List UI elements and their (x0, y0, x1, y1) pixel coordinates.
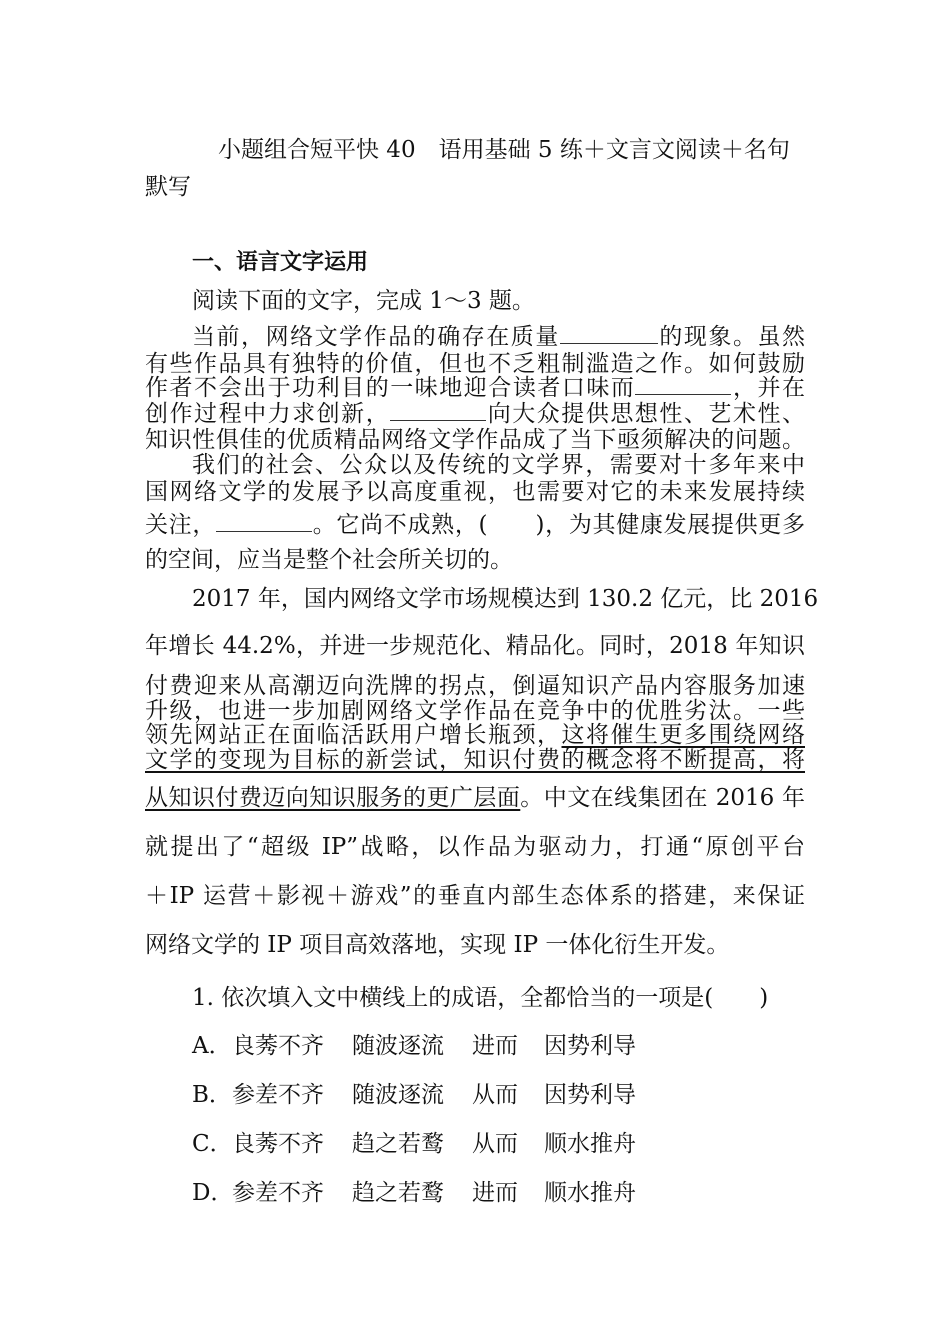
passage-text: 。中文在线集团在 2016 年 (520, 785, 806, 811)
passage-p3-line-2: 年增长 44.2%，并进一步规范化、精品化。同时，2018 年知识 (145, 633, 805, 659)
passage-p3-line-5 (145, 721, 805, 749)
passage-p3-line-10: 网络文学的 IP 项目高效落地，实现 IP 一体化衍生开发。 (145, 932, 730, 958)
fill-blank-1 (560, 325, 658, 344)
passage-p1-line-3 (145, 374, 805, 402)
option-letter: D． (192, 1180, 234, 1206)
fill-blank-4 (216, 513, 312, 532)
passage-text: 关注， (145, 512, 217, 538)
option-word: 进而 (472, 1033, 518, 1059)
option-c (192, 1130, 636, 1158)
option-word: 因势利导 (544, 1033, 636, 1059)
passage-p3-line-1: 2017 年，国内网络文学市场规模达到 130.2 亿元，比 2016 (192, 586, 819, 612)
option-word: 趋之若鹜 (352, 1180, 444, 1206)
document-title-line-1: 小题组合短平快 40 语用基础 5 练＋文言文阅读＋名句 (218, 137, 790, 163)
passage-p2-line-2: 国网络文学的发展予以高度重视，也需要对它的未来发展持续 (145, 479, 805, 505)
option-word: 因势利导 (544, 1082, 636, 1108)
passage-p1-line-2: 有些作品具有独特的价值，但也不乏粗制滥造之作。如何鼓励 (145, 351, 805, 377)
passage-p2-line-3 (145, 511, 805, 539)
option-word: 随波逐流 (352, 1082, 444, 1108)
option-b (192, 1081, 636, 1109)
underlined-sentence-line-2: 文学的变现为目标的新尝试，知识付费的概念将不断提高，将 (145, 747, 805, 773)
passage-text: 向大众提供思想性、艺术性、 (486, 401, 806, 427)
passage-p1-line-1 (192, 323, 805, 351)
passage-text: 作者不会出于功利目的一味地迎合读者口味而 (145, 375, 636, 401)
option-word: 趋之若鹜 (352, 1131, 444, 1157)
passage-text: ，并在 (731, 375, 806, 401)
option-word: 随波逐流 (352, 1033, 444, 1059)
option-word: 从而 (472, 1131, 518, 1157)
option-d (192, 1179, 636, 1207)
underlined-sentence: 这将催生更多围绕网络 (561, 722, 805, 748)
passage-p1-line-4 (145, 400, 805, 428)
option-word: 参差不齐 (232, 1082, 324, 1108)
passage-text: 领先网站正在面临活跃用户增长瓶颈， (145, 722, 562, 748)
section-instruction: 阅读下面的文字，完成 1～3 题。 (192, 288, 535, 314)
passage-p3-line-4: 升级，也进一步加剧网络文学作品在竞争中的优胜劣汰。一些 (145, 698, 805, 724)
option-word: 顺水推舟 (544, 1131, 636, 1157)
option-word: 良莠不齐 (232, 1131, 324, 1157)
fill-blank-3 (390, 402, 486, 421)
option-word: 良莠不齐 (232, 1033, 324, 1059)
passage-text: 当前，网络文学作品的确存在质量 (192, 324, 560, 350)
passage-p3-line-3: 付费迎来从高潮迈向洗牌的拐点，倒逼知识产品内容服务加速 (145, 673, 805, 699)
option-word: 参差不齐 (232, 1180, 324, 1206)
underlined-sentence-line-3: 从知识付费迈向知识服务的更广层面 (145, 785, 521, 811)
option-letter: B． (192, 1082, 232, 1108)
question-stem: 1. 依次填入文中横线上的成语，全都恰当的一项是( ) (192, 985, 769, 1011)
option-word: 顺水推舟 (544, 1180, 636, 1206)
passage-p3-line-9: ＋IP 运营＋影视＋游戏”的垂直内部生态体系的搭建，来保证 (145, 883, 805, 909)
passage-p1-line-5: 知识性俱佳的优质精品网络文学作品成了当下亟须解决的问题。 (145, 427, 805, 453)
section-heading: 一、语言文字运用 (192, 250, 369, 275)
passage-p2-line-1: 我们的社会、公众以及传统的文学界，需要对十多年来中 (192, 452, 805, 478)
option-letter: C． (192, 1131, 233, 1157)
option-word: 从而 (472, 1082, 518, 1108)
passage-p3-line-7 (145, 784, 805, 812)
fill-blank-2 (635, 376, 731, 395)
option-word: 进而 (472, 1180, 518, 1206)
option-a (192, 1032, 636, 1060)
option-letter: A． (192, 1033, 232, 1059)
passage-text: 的现象。虽然 (657, 324, 806, 350)
passage-text: 创作过程中力求创新， (145, 401, 391, 427)
passage-p2-line-4: 的空间，应当是整个社会所关切的。 (145, 547, 513, 573)
passage-p3-line-8: 就提出了“超级 IP”战略，以作品为驱动力，打通“原创平台 (145, 834, 805, 860)
document-title-line-2: 默写 (145, 174, 191, 200)
passage-text: 。它尚不成熟，( )，为其健康发展提供更多 (312, 512, 805, 538)
